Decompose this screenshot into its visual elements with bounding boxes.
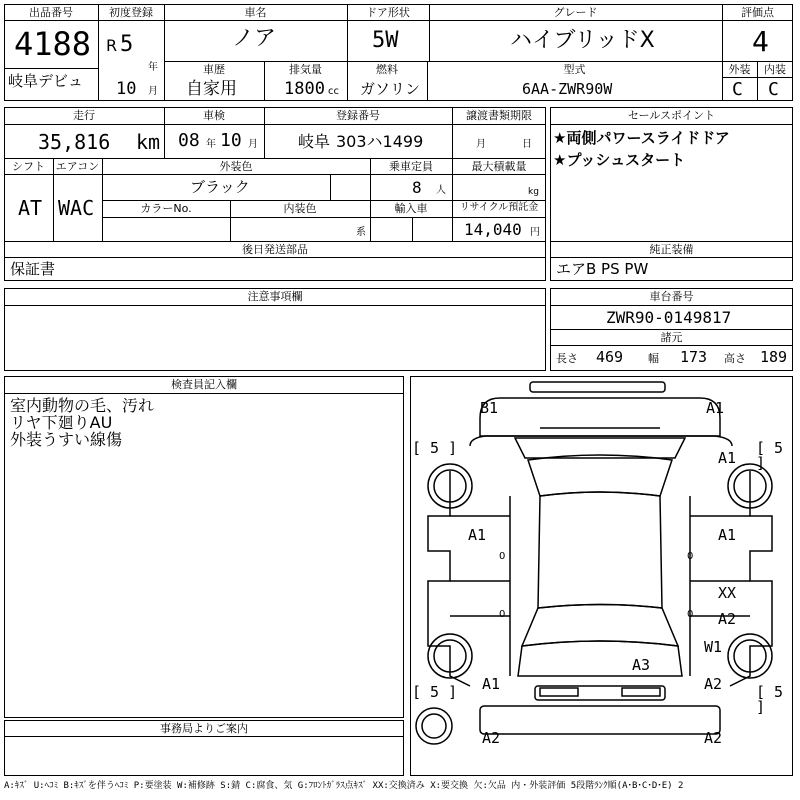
zero-mark: 0 — [499, 551, 506, 562]
score-value: 4 — [752, 25, 769, 58]
inspection-header: 車検 — [203, 109, 225, 122]
lot-no-header: 出品番号 — [29, 6, 73, 19]
damage-a2-right-door: A2 — [718, 610, 737, 628]
shift-value: AT — [18, 196, 43, 220]
max-load-unit: kg — [528, 187, 539, 197]
registration-number: 303ハ1499 — [336, 132, 424, 151]
aircon-value: WAC — [58, 196, 95, 220]
sales-point-2: ★プッシュスタート — [553, 151, 686, 169]
inspector-notes-header: 検査員記入欄 — [171, 378, 237, 391]
exterior-grade: C — [732, 79, 743, 100]
score-header: 評価点 — [741, 6, 774, 19]
venue-name: 岐阜デビュ — [8, 72, 84, 90]
interior-header: 内装 — [764, 63, 786, 76]
car-damage-diagram — [410, 376, 793, 776]
sales-point-header: セールスポイント — [627, 109, 715, 122]
registration-region: 岐阜 — [298, 132, 331, 151]
damage-a2-front-right: A2 — [704, 729, 723, 747]
car-name: ノア — [232, 26, 277, 51]
damage-a1-right-door: A1 — [718, 526, 737, 544]
post-delivery-value: 保証書 — [10, 260, 56, 278]
history-header: 車歴 — [203, 63, 225, 76]
reg-month: 10 — [116, 79, 137, 99]
damage-a1-left-bottom: A1 — [482, 675, 501, 693]
inspection-month: 10 — [220, 130, 242, 151]
lot-number: 4188 — [14, 25, 92, 63]
dimensions-header: 諸元 — [660, 331, 683, 344]
damage-xx-right: XX — [718, 584, 737, 602]
genuine-equipment-header: 純正装備 — [649, 243, 694, 256]
fuel-value: ガソリン — [360, 80, 421, 98]
mileage-header: 走行 — [73, 109, 95, 122]
damage-a2-front-left: A2 — [482, 729, 501, 747]
damage-a1-left-door: A1 — [468, 526, 487, 544]
registration-header: 登録番号 — [336, 109, 380, 122]
post-delivery-header: 後日発送部品 — [242, 243, 308, 256]
first-reg-header: 初度登録 — [109, 6, 153, 19]
transfer-day-unit: 日 — [522, 139, 532, 150]
height-label: 高さ — [724, 352, 746, 365]
reg-month-unit: 月 — [148, 86, 158, 97]
length-label: 長さ — [556, 352, 578, 365]
exterior-color-header: 外装色 — [219, 160, 253, 173]
car-name-header: 車名 — [244, 6, 267, 19]
mileage-value: 35,816 — [38, 130, 111, 154]
exterior-color-value: ブラック — [190, 178, 250, 196]
tread-front-left: [ 5 ] — [412, 439, 458, 457]
tread-rear-left: [ 5 ] — [412, 683, 458, 701]
chassis-no-value: ZWR90-0149817 — [606, 308, 732, 327]
door-type: 5W — [372, 28, 399, 53]
grade-header: グレード — [553, 6, 598, 19]
capacity-value: 8 — [412, 178, 422, 197]
zero-mark: 0 — [687, 609, 694, 620]
zero-mark: 0 — [687, 551, 694, 562]
grade-value: ハイブリッドX — [510, 28, 655, 53]
recycle-header: リサイクル預託金 — [459, 202, 539, 213]
fuel-header: 燃料 — [376, 63, 398, 76]
tread-front-right: [ 5 ] — [756, 439, 784, 472]
inspection-year-unit: 年 — [206, 139, 216, 150]
displacement-header: 排気量 — [289, 63, 322, 76]
interior-grade: C — [768, 79, 779, 100]
transfer-deadline-header: 譲渡書類期限 — [466, 109, 532, 122]
import-car-header: 輸入車 — [394, 202, 428, 215]
reg-era: R — [106, 36, 118, 55]
inspection-year: 08 — [178, 130, 200, 151]
model-code-value: 6AA-ZWR90W — [522, 80, 613, 98]
damage-a3-roof: A3 — [632, 656, 651, 674]
inspector-line-1: 室内動物の毛、汚れ — [10, 396, 155, 415]
inspector-line-2: リヤ下廻りAU — [10, 413, 113, 432]
zero-mark: 0 — [499, 609, 506, 620]
inspector-line-3: 外装うすい線傷 — [10, 430, 123, 449]
height-value: 189 — [760, 348, 788, 366]
mileage-unit: km — [136, 130, 161, 154]
capacity-header: 乗車定員 — [389, 160, 433, 173]
recycle-value: 14,040 — [464, 220, 522, 239]
chassis-no-header: 車台番号 — [649, 290, 694, 303]
max-load-header: 最大積載量 — [471, 160, 527, 173]
office-notice-header: 事務局よりご案内 — [160, 722, 248, 735]
genuine-equipment-value: エアB PS PW — [556, 260, 649, 278]
aircon-header: エアコン — [55, 160, 100, 173]
door-type-header: ドア形状 — [366, 6, 410, 19]
reg-year-unit: 年 — [148, 62, 158, 73]
capacity-unit: 人 — [436, 185, 446, 196]
reg-year: 5 — [120, 32, 134, 57]
notes-header: 注意事項欄 — [247, 290, 303, 303]
damage-a1-rear: A1 — [706, 399, 725, 417]
displacement-unit: cc — [328, 86, 339, 97]
recycle-unit: 円 — [530, 227, 540, 238]
model-code-header: 型式 — [563, 63, 586, 76]
exterior-header: 外装 — [728, 63, 751, 76]
sales-point-1: ★両側パワースライドドア — [553, 129, 730, 147]
color-no-header: カラーNo. — [140, 202, 192, 215]
damage-a1-right-fender: A1 — [718, 449, 737, 467]
interior-color-header: 内装色 — [283, 202, 317, 215]
history-value: 自家用 — [186, 79, 237, 99]
displacement-value: 1800 — [284, 79, 325, 99]
damage-b1-rear: B1 — [480, 399, 499, 417]
shift-header: シフト — [12, 160, 45, 173]
length-value: 469 — [596, 348, 624, 366]
transfer-month-unit: 月 — [476, 139, 486, 150]
width-value: 173 — [680, 348, 708, 366]
tread-rear-right: [ 5 ] — [756, 683, 784, 716]
interior-color-suffix: 系 — [356, 227, 366, 238]
width-label: 幅 — [648, 352, 659, 365]
inspection-month-unit: 月 — [248, 139, 258, 150]
damage-w1-right: W1 — [704, 638, 723, 656]
legend-text: A:ｷｽﾞ U:ﾍｺﾐ B:ｷｽﾞを伴うﾍｺﾐ P:要塗装 W:補修跡 S:錆 C:腐食、気 G:ﾌﾛﾝﾄｶﾞﾗｽ点ｷｽﾞ XX:交換済み X:要交換 欠:欠品 内・外装評価 5段階ﾗﾝｸ順(A･B･C･D･E) 2 — [4, 781, 684, 791]
damage-a2-right-bottom: A2 — [704, 675, 723, 693]
